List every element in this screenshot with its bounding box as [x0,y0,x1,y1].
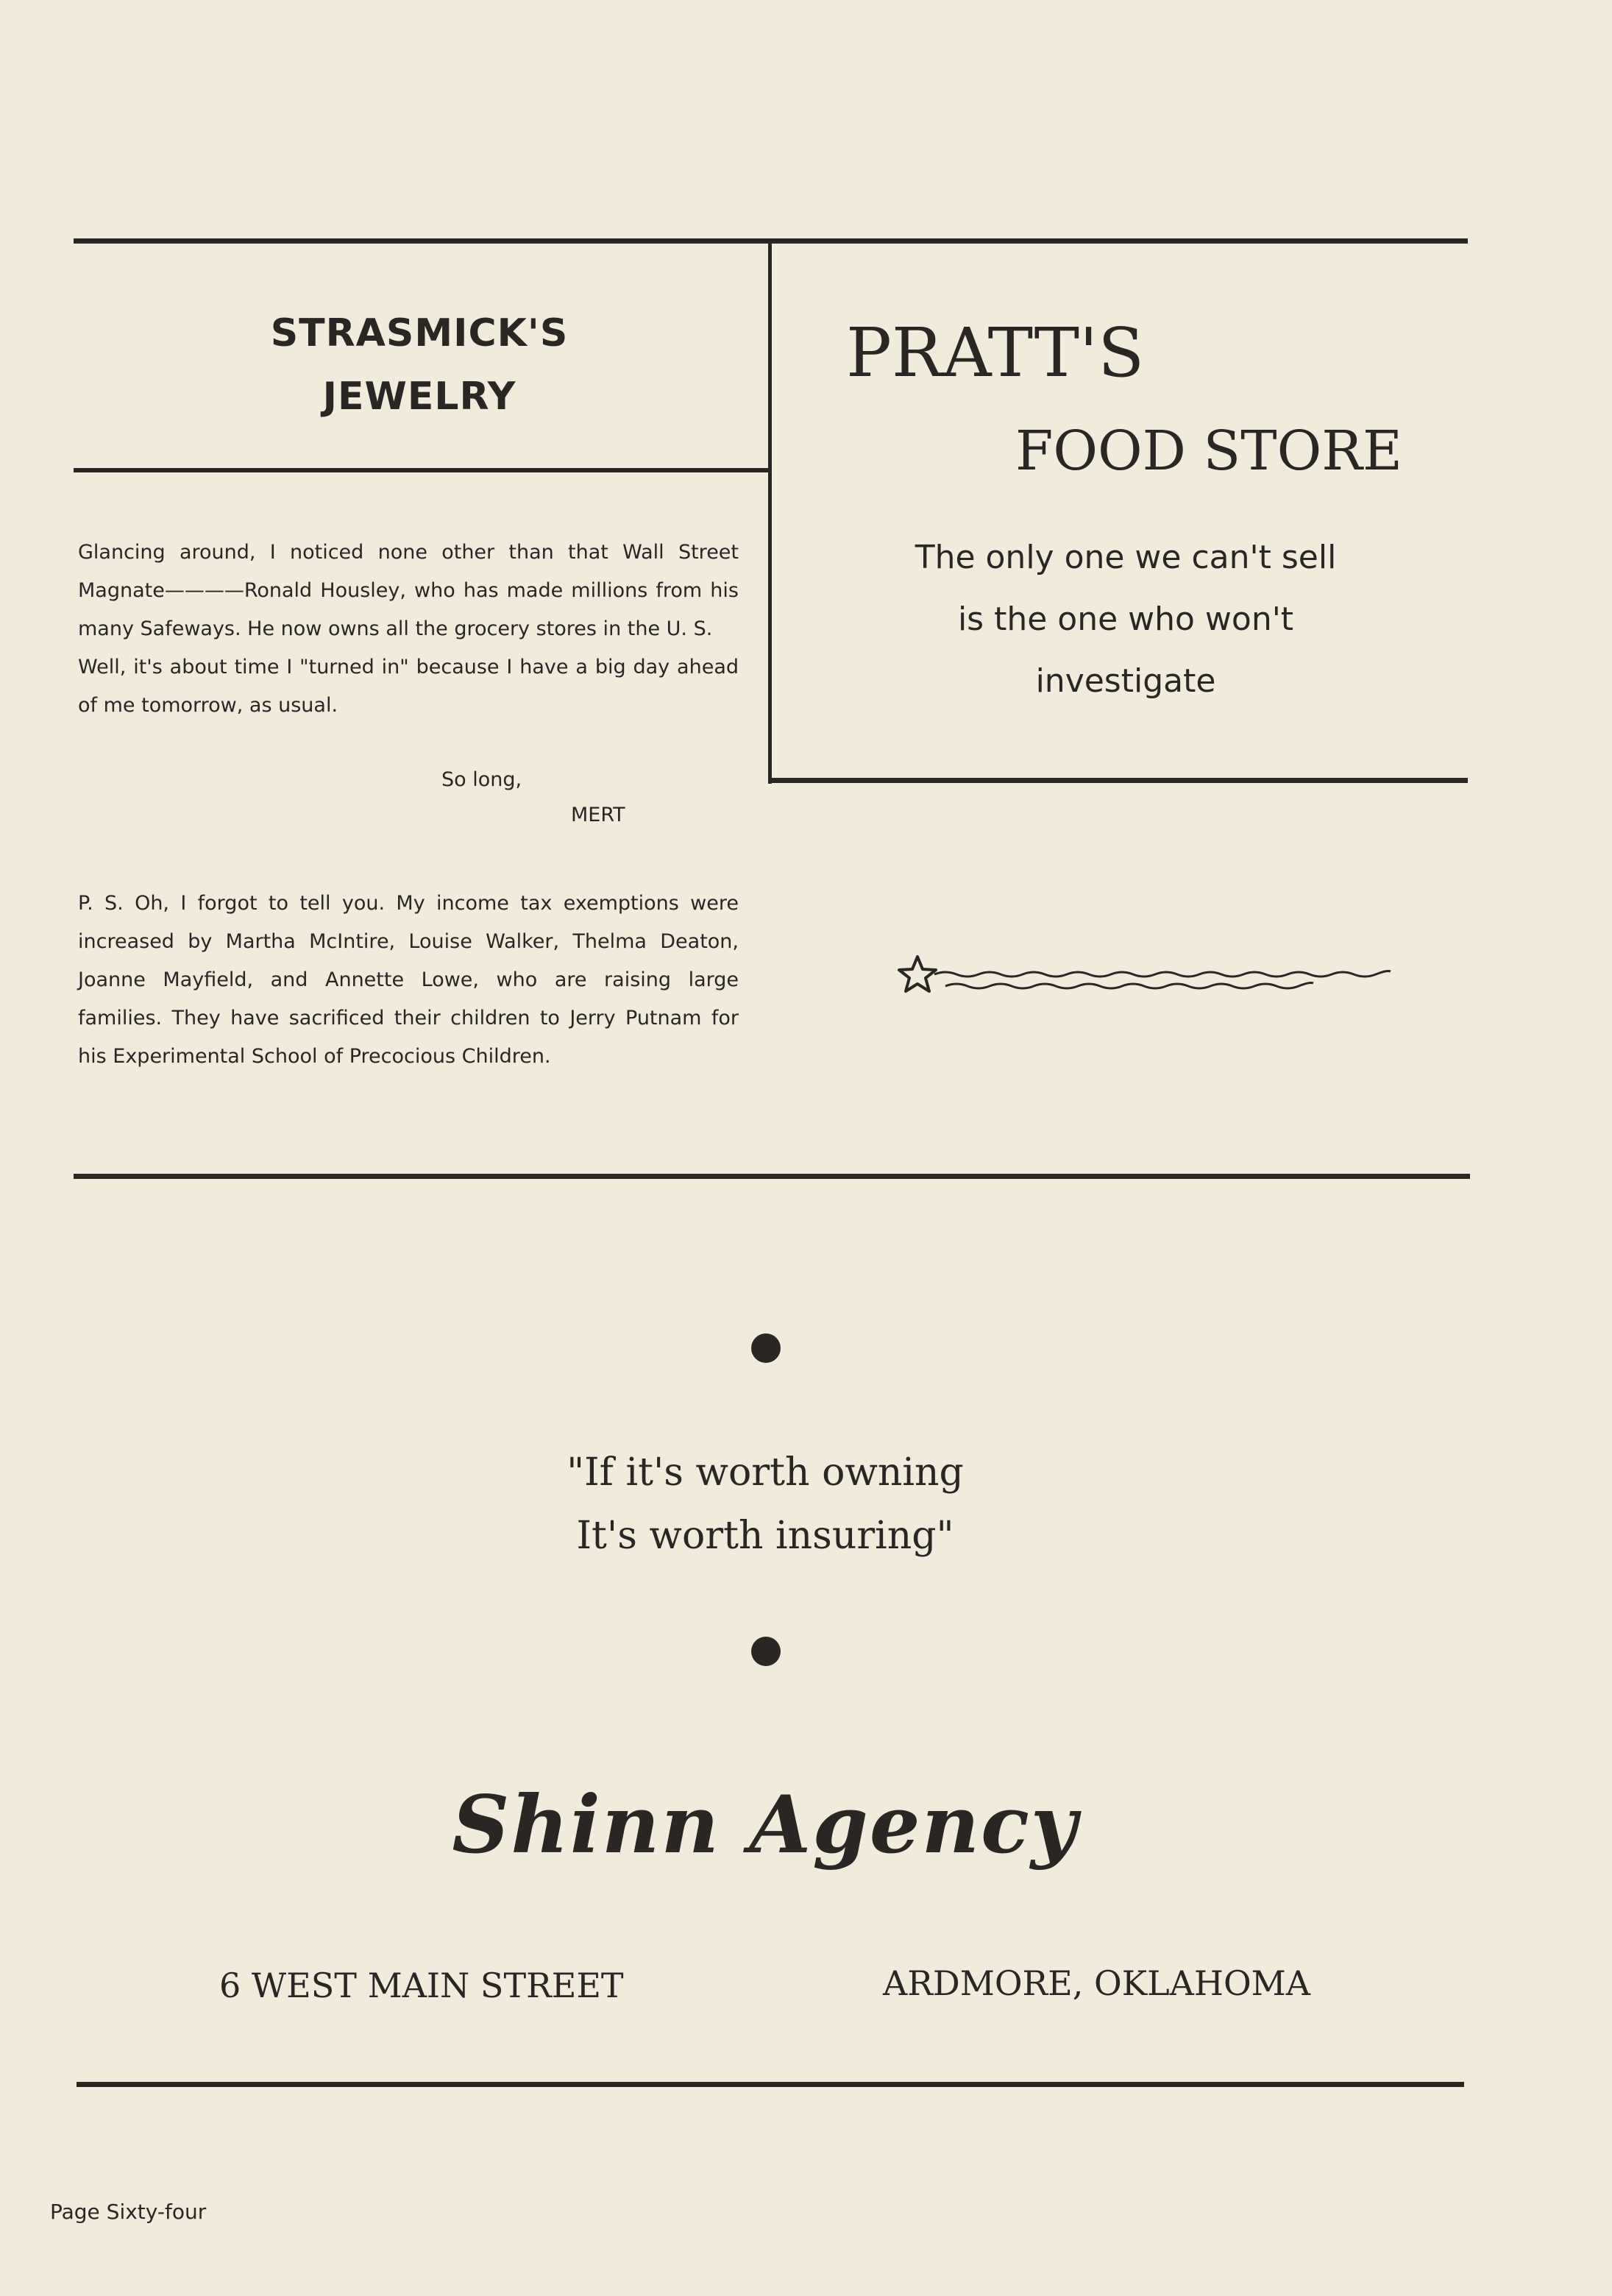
insurance-quote [221,1441,1310,1567]
page-number: Page Sixty-four [50,2200,207,2224]
bullet-dot-top [751,1333,781,1363]
pratts-slogan [773,527,1479,712]
quote-line1: "If it's worth owning [567,1450,964,1495]
bullet-dot-bottom [751,1637,781,1666]
pratts-subtitle: FOOD STORE [1015,419,1402,483]
top-rule [74,238,1468,244]
jewelry-name-line1: STRASMICK'S [270,311,569,355]
letter-closing: So long, [441,768,522,791]
middle-rule [74,1174,1470,1179]
jewelry-ad-title [74,302,765,428]
column-divider [768,244,772,784]
letter-body [78,534,739,725]
letter-paragraph-1: Glancing around, I noticed none other than that Wall Street Magnate————Ronald Housley, who has made millions from his many Safeways. He now owns all the grocery stores in the U. S. [78,541,739,640]
jewelry-bottom-rule [74,468,770,472]
star-icon [899,957,936,991]
wavy-line-top [934,971,1391,977]
pratts-slogan-line1: The only one we can't sell [915,539,1337,576]
letter-paragraph-2: Well, it's about time I "turned in" because I have a big day ahead of me tomorrow, as usual. [78,656,739,717]
letter-postscript: P. S. Oh, I forgot to tell you. My income tax exemptions were increased by Martha McIntire, Louise Walker, Thelma Deaton, Joanne Mayfield, and Annette Lowe, who are raising large families. They have sacrificed their children to Jerry Putnam for his Experimental School of Precocious Children. [78,892,739,1068]
pratts-name: PRATT'S [846,313,1145,392]
bottom-rule [77,2082,1464,2087]
wavy-line-bottom [945,983,1313,989]
pratts-slogan-line3: investigate [1035,662,1216,700]
quote-line2: It's worth insuring" [576,1514,954,1558]
star-ornament [894,949,1394,1008]
agency-city: ARDMORE, OKLAHOMA [883,1963,1310,2003]
agency-street: 6 WEST MAIN STREET [219,1966,624,2005]
pratts-slogan-line2: is the one who won't [957,600,1294,638]
pratts-bottom-rule [768,778,1468,783]
jewelry-name-line2: JEWELRY [322,375,516,419]
letter-signature: MERT [571,804,625,826]
agency-name: Shinn Agency [452,1779,1079,1871]
